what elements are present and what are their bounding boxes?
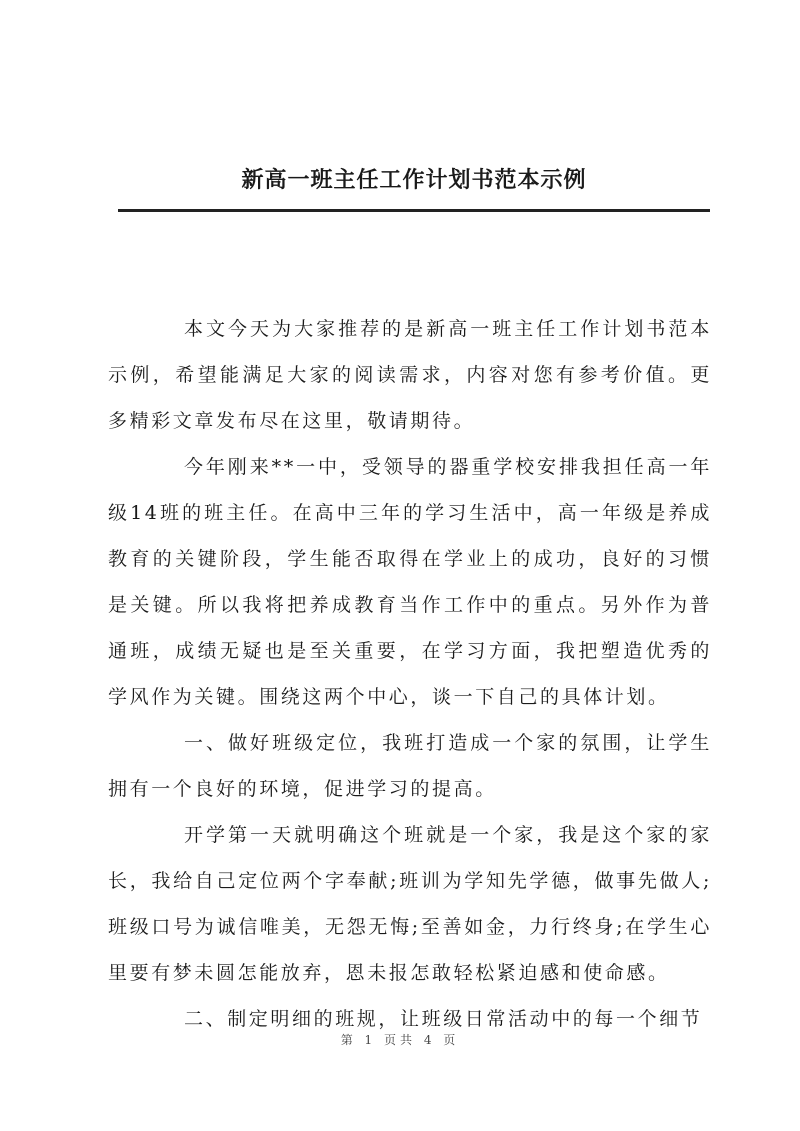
paragraph-section-one-body: 开学第一天就明确这个班就是一个家，我是这个家的家长，我给自己定位两个字奉献;班训为学知先学德，做事先做人;班级口号为诚信唯美，无怨无悔;至善如金，力行终身;在学生心里要有梦未圆怎能放弃，恩未报怎敢轻松紧迫感和使命感。 xyxy=(108,824,712,984)
title-divider xyxy=(118,209,710,212)
page-number-footer: 第 1 页共 4 页 xyxy=(340,1033,460,1047)
paragraph-section-two-heading: 二、制定明细的班规，让班级日常活动中的每一个细节 xyxy=(184,1008,703,1030)
document-title: 新高一班主任工作计划书范本示例 xyxy=(241,167,587,193)
paragraph-intro: 本文今天为大家推荐的是新高一班主任工作计划书范本示例，希望能满足大家的阅读需求，内容对您有参考价值。更多精彩文章发布尽在这里，敬请期待。 xyxy=(108,318,712,432)
paragraph-section-one-heading: 一、做好班级定位，我班打造成一个家的氛围，让学生拥有一个良好的环境，促进学习的提高。 xyxy=(108,732,712,800)
document-body xyxy=(108,306,712,1042)
paragraph-background: 今年刚来**一中，受领导的器重学校安排我担任高一年级14班的班主任。在高中三年的学习生活中，高一年级是养成教育的关键阶段，学生能否取得在学业上的成功，良好的习惯是关键。所以我将把养成教育当作工作中的重点。另外作为普通班，成绩无疑也是至关重要，在学习方面，我把塑造优秀的学风作为关键。围绕这两个中心，谈一下自己的具体计划。 xyxy=(108,456,712,708)
